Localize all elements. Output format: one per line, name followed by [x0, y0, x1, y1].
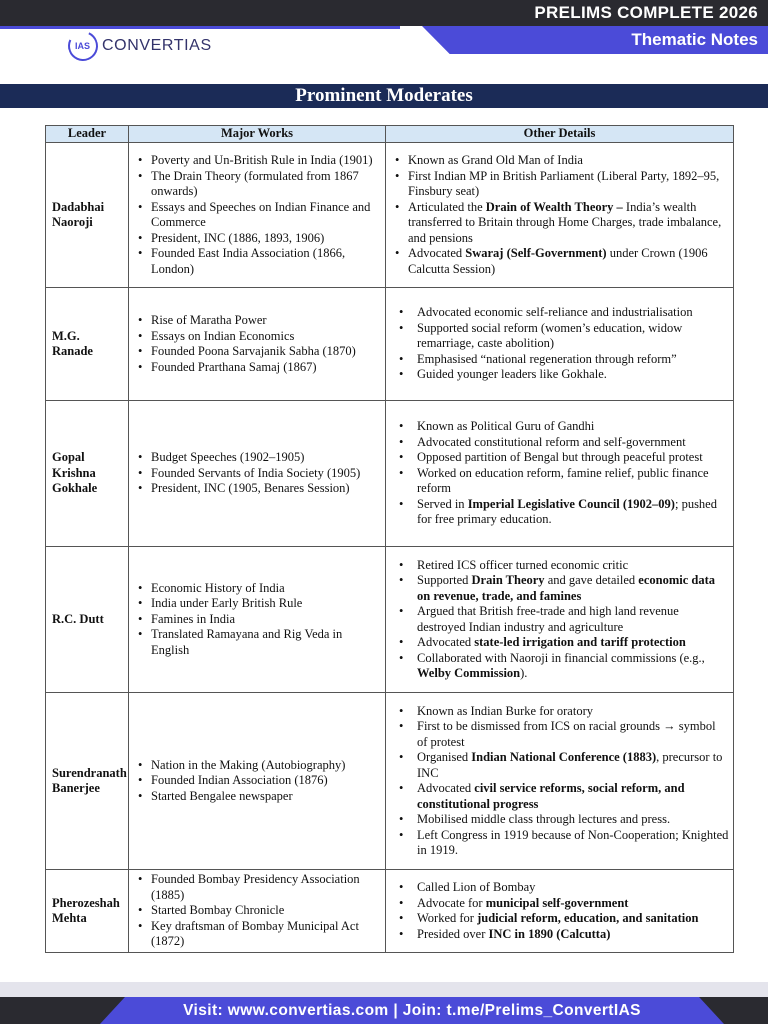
detail-text: Articulated the: [408, 199, 486, 214]
detail-text: Advocated: [408, 246, 466, 260]
detail-item: [392, 828, 729, 859]
detail-text: Called Lion of Bombay: [417, 880, 536, 894]
other-details-list: [392, 419, 729, 528]
major-works-list: [135, 758, 381, 805]
major-works-cell: [129, 288, 386, 401]
other-details-list: [392, 558, 729, 682]
major-work-item: • Essays and Speeches on Indian Finance and Commerce: [135, 200, 381, 231]
logo-badge: IAS: [75, 41, 91, 52]
detail-item: [392, 169, 729, 200]
detail-item: [392, 573, 729, 604]
logo-text: CONVERTIAS: [102, 37, 212, 54]
detail-text: First to be dismissed from ICS on racial grounds → symbol of protest: [417, 719, 716, 749]
detail-item: [392, 352, 729, 368]
other-details-list: [392, 153, 729, 277]
major-works-cell: [129, 870, 386, 953]
major-work-item: • India under Early British Rule: [135, 596, 381, 612]
major-work-item: • President, INC (1886, 1893, 1906): [135, 231, 381, 247]
detail-item: [392, 497, 729, 528]
detail-text: Collaborated with Naoroji in financial commissions (e.g.,: [417, 650, 705, 665]
detail-emphasis: judicial reform, education, and sanitation: [477, 911, 699, 925]
detail-text: , precursor to INC: [417, 750, 723, 780]
detail-text: ).: [520, 666, 528, 680]
column-header-works: Major Works: [129, 126, 386, 143]
detail-item: [392, 153, 729, 169]
major-work-item: • Started Bombay Chronicle: [135, 903, 381, 919]
table-row: [46, 870, 734, 953]
detail-item: [392, 896, 729, 912]
major-work-item: • Translated Ramayana and Rig Veda in English: [135, 627, 381, 658]
other-details-cell: [386, 143, 734, 288]
detail-item: [392, 880, 729, 896]
detail-item: [392, 927, 729, 943]
detail-item: [392, 704, 729, 720]
major-work-item: • Founded Poona Sarvajanik Sabha (1870): [135, 344, 381, 360]
detail-text: Worked on education reform, famine relief, public finance reform: [417, 465, 709, 496]
detail-text: Argued that British free-trade and high land revenue destroyed Indian industry and agriculture: [417, 604, 679, 634]
detail-emphasis: INC in 1890 (Calcutta): [488, 926, 611, 941]
detail-item: [392, 911, 729, 927]
major-work-item: • Started Bengalee newspaper: [135, 789, 381, 805]
other-details-cell: [386, 693, 734, 870]
detail-item: [392, 812, 729, 828]
detail-emphasis: municipal self-government: [485, 895, 629, 910]
detail-text: Organised: [417, 750, 472, 764]
major-work-item: • Famines in India: [135, 612, 381, 628]
column-header-details: Other Details: [386, 126, 734, 143]
header-accent-line: [0, 26, 400, 29]
table-row: [46, 143, 734, 288]
detail-item: [392, 200, 729, 247]
detail-item: [392, 635, 729, 651]
detail-item: [392, 719, 729, 750]
detail-text: Advocated: [417, 781, 475, 795]
detail-text: ; pushed for free primary education.: [417, 496, 717, 527]
major-work-item: • Nation in the Making (Autobiography): [135, 758, 381, 774]
column-header-leader: Leader: [46, 126, 129, 143]
other-details-cell: [386, 401, 734, 547]
other-details-cell: [386, 870, 734, 953]
major-work-item: • Rise of Maratha Power: [135, 313, 381, 329]
detail-text: under Crown (1906 Calcutta Session): [408, 246, 708, 276]
detail-emphasis: Welby Commission: [417, 666, 521, 680]
detail-emphasis: Drain of Wealth Theory –: [485, 199, 623, 214]
footer-text[interactable]: Visit: www.convertias.com | Join: t.me/Prelims_ConvertIAS: [183, 1002, 641, 1019]
major-works-cell: [129, 693, 386, 870]
logo-icon: [64, 27, 102, 65]
other-details-cell: [386, 288, 734, 401]
detail-text: and gave detailed: [544, 573, 639, 587]
major-work-item: • Budget Speeches (1902–1905): [135, 450, 381, 466]
table-row: [46, 288, 734, 401]
table-header-row: [46, 126, 734, 143]
major-work-item: • Founded Prarthana Samaj (1867): [135, 360, 381, 376]
major-works-list: [135, 450, 381, 497]
major-work-item: • Founded East India Association (1866, London): [135, 246, 381, 277]
detail-emphasis: Indian National Conference (1883): [471, 750, 657, 764]
major-works-list: [135, 153, 381, 277]
detail-text: India’s wealth transferred to Britain through Home Charges, trade imbalance, and pensions: [408, 199, 722, 245]
detail-text: First Indian MP in British Parliament (Liberal Party, 1892–95, Finsbury seat): [408, 168, 720, 198]
major-works-cell: [129, 143, 386, 288]
detail-item: [392, 466, 729, 497]
detail-item: [392, 604, 729, 635]
detail-text: Worked for: [417, 911, 478, 925]
major-works-list: [135, 581, 381, 659]
detail-emphasis: civil service reforms, social reform, and constitutional progress: [417, 781, 685, 811]
detail-item: [392, 750, 729, 781]
detail-text: Advocated: [417, 635, 475, 649]
page-title: Prominent Moderates: [0, 84, 768, 108]
detail-text: Known as Political Guru of Gandhi: [417, 419, 595, 434]
detail-text: Supported social reform (women’s education, widow remarriage, caste abolition): [417, 320, 683, 351]
detail-text: Left Congress in 1919 because of Non-Cooperation; Knighted in 1919.: [417, 827, 729, 857]
detail-emphasis: Imperial Legislative Council (1902–09): [467, 496, 675, 511]
logo[interactable]: [68, 31, 212, 61]
detail-item: [392, 419, 729, 435]
detail-item: [392, 321, 729, 352]
major-works-list: [135, 313, 381, 375]
major-work-item: • Poverty and Un-British Rule in India (1901): [135, 153, 381, 169]
detail-text: Emphasised “national regeneration through reform”: [417, 351, 677, 366]
major-work-item: • Key draftsman of Bombay Municipal Act (1872): [135, 919, 381, 950]
detail-emphasis: state-led irrigation and tariff protection: [474, 635, 686, 649]
detail-text: Mobilised middle class through lectures and press.: [417, 812, 671, 826]
detail-emphasis: Swaraj (Self-Government): [465, 246, 607, 260]
other-details-list: [392, 305, 729, 383]
detail-item: [392, 246, 729, 277]
detail-item: [392, 781, 729, 812]
major-work-item: • Economic History of India: [135, 581, 381, 597]
leader-name: Pherozeshah Mehta: [46, 870, 129, 953]
other-details-list: [392, 880, 729, 942]
major-work-item: • Essays on Indian Economics: [135, 329, 381, 345]
detail-emphasis: Drain Theory: [471, 573, 545, 587]
detail-text: Known as Grand Old Man of India: [408, 153, 583, 167]
detail-text: Presided over: [417, 926, 489, 941]
major-work-item: • Founded Bombay Presidency Association (1885): [135, 872, 381, 903]
major-work-item: • President, INC (1905, Benares Session): [135, 481, 381, 497]
table-row: [46, 401, 734, 547]
detail-text: Retired ICS officer turned economic critic: [417, 557, 629, 572]
detail-emphasis: economic data on revenue, trade, and famines: [417, 573, 716, 603]
major-works-cell: [129, 547, 386, 693]
header-title: PRELIMS COMPLETE 2026: [534, 3, 758, 22]
leader-name: Dadabhai Naoroji: [46, 143, 129, 288]
other-details-list: [392, 704, 729, 859]
major-work-item: • Founded Indian Association (1876): [135, 773, 381, 789]
table-row: [46, 693, 734, 870]
detail-text: Advocate for: [417, 895, 486, 910]
detail-text: Advocated economic self-reliance and industrialisation: [417, 305, 693, 320]
detail-item: [392, 435, 729, 451]
detail-item: [392, 558, 729, 574]
table-row: [46, 547, 734, 693]
detail-item: [392, 651, 729, 682]
major-work-item: • Founded Servants of India Society (1905): [135, 466, 381, 482]
leader-name: R.C. Dutt: [46, 547, 129, 693]
moderates-table: [45, 125, 734, 953]
detail-item: [392, 450, 729, 466]
major-work-item: • The Drain Theory (formulated from 1867 onwards): [135, 169, 381, 200]
detail-text: Served in: [417, 496, 468, 511]
leader-name: Gopal Krishna Gokhale: [46, 401, 129, 547]
detail-text: Supported: [417, 573, 472, 587]
detail-item: [392, 367, 729, 383]
other-details-cell: [386, 547, 734, 693]
detail-text: Known as Indian Burke for oratory: [417, 703, 593, 718]
leader-name: Surendranath Banerjee: [46, 693, 129, 870]
major-works-cell: [129, 401, 386, 547]
detail-item: [392, 305, 729, 321]
detail-text: Guided younger leaders like Gokhale.: [417, 367, 607, 382]
major-works-list: [135, 872, 381, 950]
detail-text: Advocated constitutional reform and self-government: [417, 434, 686, 449]
leader-name: M.G. Ranade: [46, 288, 129, 401]
detail-text: Opposed partition of Bengal but through peaceful protest: [417, 450, 703, 465]
header-subtitle: Thematic Notes: [631, 30, 758, 49]
